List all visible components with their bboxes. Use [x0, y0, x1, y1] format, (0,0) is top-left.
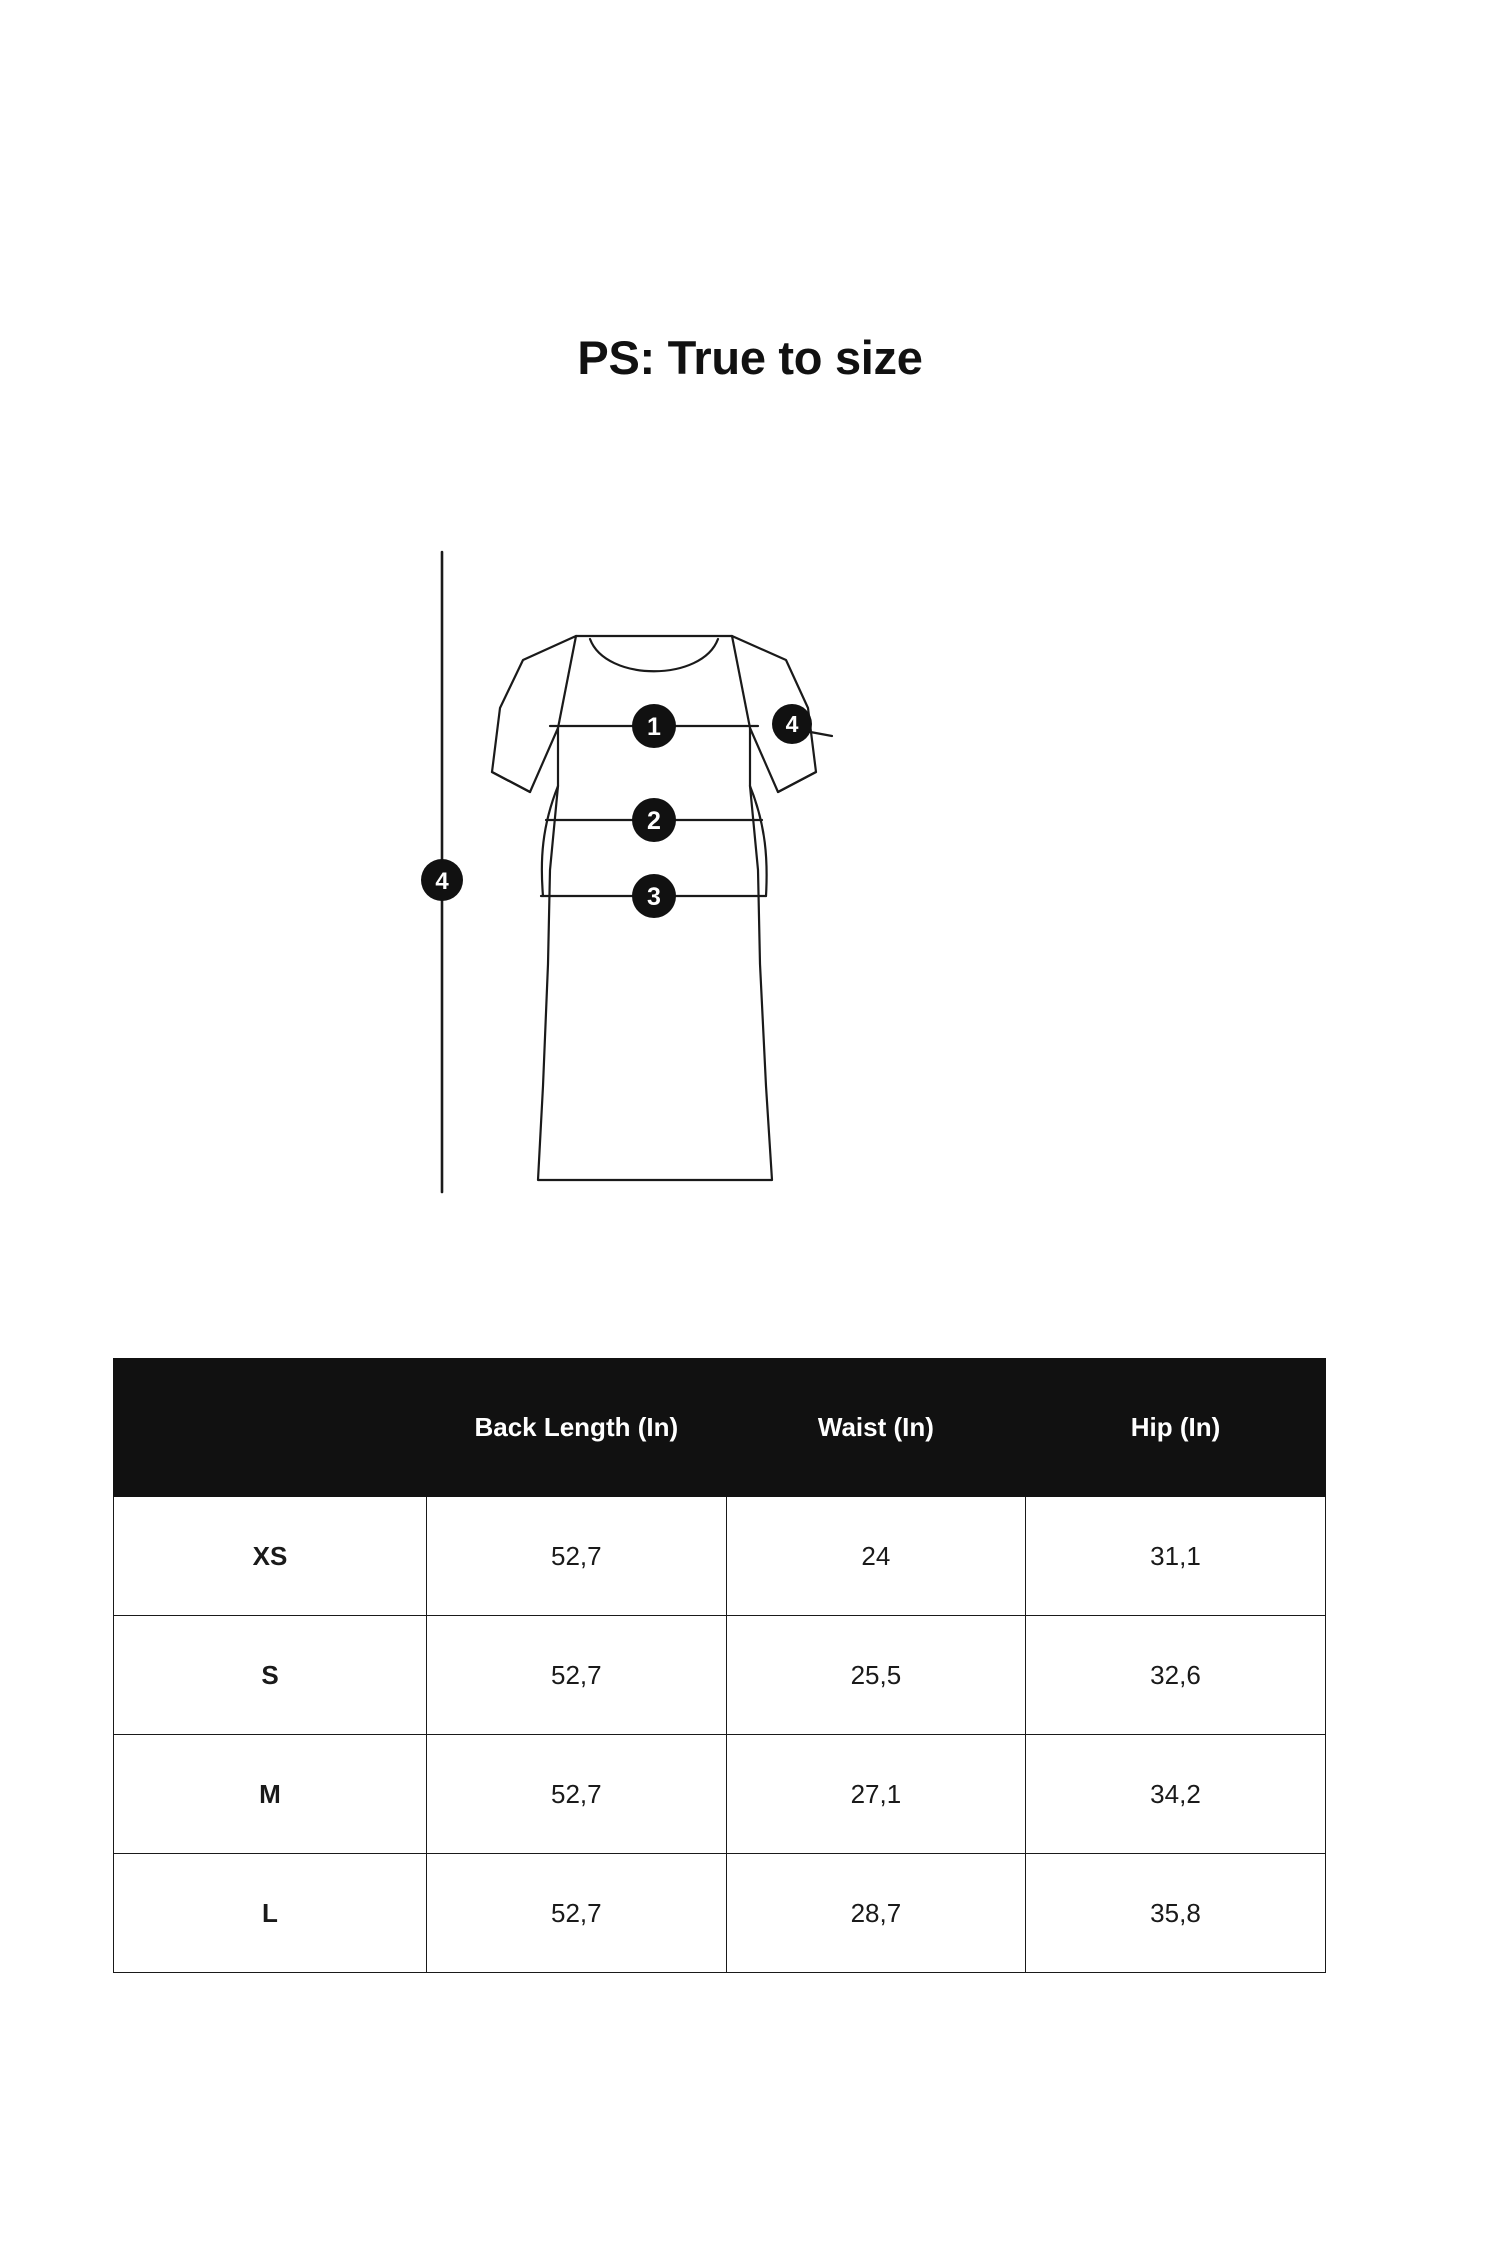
row-size-label: S [114, 1616, 427, 1735]
cell-back-length: 52,7 [427, 1497, 727, 1616]
cell-waist: 27,1 [726, 1735, 1026, 1854]
marker-4-back-length [421, 859, 463, 901]
svg-text:3: 3 [647, 883, 661, 911]
row-size-label: XS [114, 1497, 427, 1616]
size-table-head [114, 1359, 1326, 1497]
svg-text:2: 2 [647, 807, 661, 835]
svg-text:4: 4 [435, 868, 449, 895]
size-table-container [113, 1358, 1313, 1973]
marker-1 [632, 704, 676, 748]
column-header-size [114, 1359, 427, 1497]
cell-back-length: 52,7 [427, 1854, 727, 1973]
page-title: PS: True to size [577, 331, 923, 384]
table-row [114, 1735, 1326, 1854]
marker-3 [632, 874, 676, 918]
cell-waist: 28,7 [726, 1854, 1026, 1973]
svg-text:1: 1 [647, 713, 661, 741]
table-row [114, 1616, 1326, 1735]
column-header-back-length: Back Length (In) [427, 1359, 727, 1497]
cell-back-length: 52,7 [427, 1616, 727, 1735]
cell-waist: 25,5 [726, 1616, 1026, 1735]
cell-hip: 35,8 [1026, 1854, 1326, 1973]
row-size-label: M [114, 1735, 427, 1854]
cell-hip: 32,6 [1026, 1616, 1326, 1735]
column-header-waist: Waist (In) [726, 1359, 1026, 1497]
cell-hip: 34,2 [1026, 1735, 1326, 1854]
column-header-hip: Hip (In) [1026, 1359, 1326, 1497]
table-row [114, 1854, 1326, 1973]
marker-4-sleeve [772, 704, 812, 744]
size-table-body [114, 1497, 1326, 1973]
cell-back-length: 52,7 [427, 1735, 727, 1854]
dress-measurement-diagram [380, 540, 1080, 1220]
table-header-row [114, 1359, 1326, 1497]
cell-hip: 31,1 [1026, 1497, 1326, 1616]
table-row [114, 1497, 1326, 1616]
cell-waist: 24 [726, 1497, 1026, 1616]
marker-2 [632, 798, 676, 842]
svg-text:4: 4 [785, 711, 799, 737]
size-table [113, 1358, 1326, 1973]
row-size-label: L [114, 1854, 427, 1973]
